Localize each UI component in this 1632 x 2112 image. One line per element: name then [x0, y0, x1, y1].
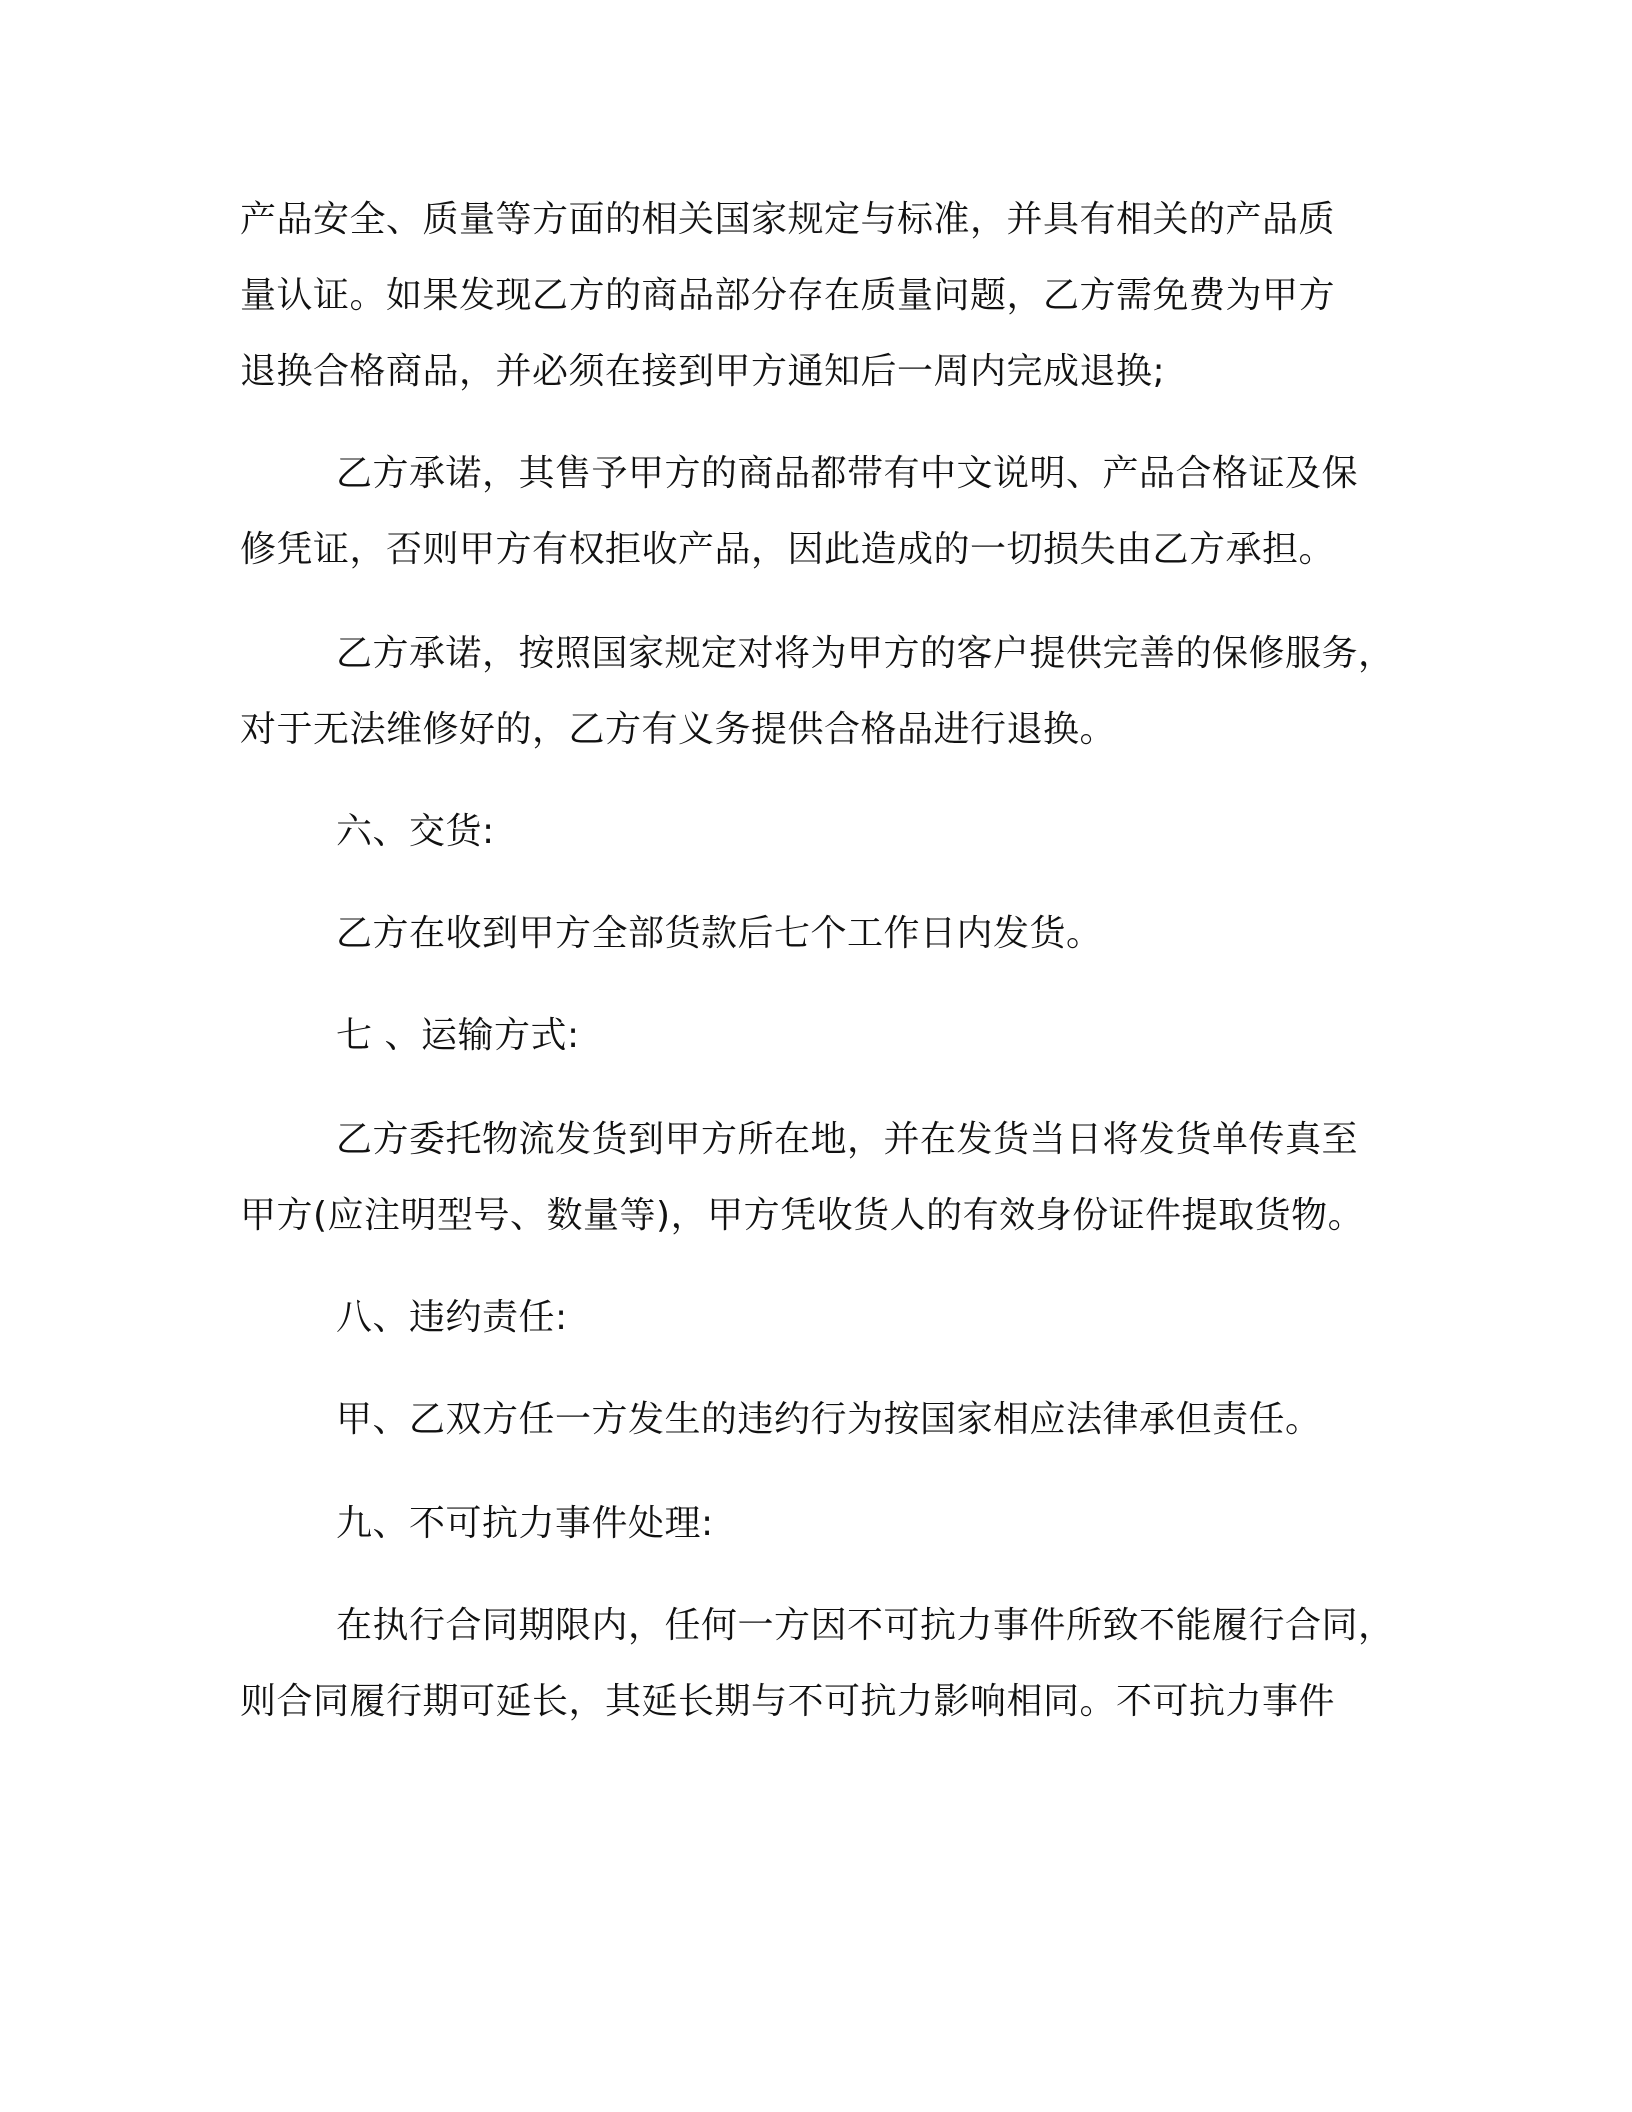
- text-line: 乙方委托物流发货到甲方所在地，并在发货当日将发货单传真至: [336, 1119, 1359, 1160]
- text-line: 对于无法维修好的，乙方有义务提供合格品进行退换。: [240, 709, 1117, 750]
- section-heading: 六、交货:: [336, 811, 495, 852]
- text-line: 则合同履行期可延长，其延长期与不可抗力影响相同。不可抗力事件: [240, 1681, 1336, 1722]
- text-line: 退换合格商品，并必须在接到甲方通知后一周内完成退换;: [240, 351, 1166, 392]
- text-line: 量认证。如果发现乙方的商品部分存在质量问题，乙方需免费为甲方: [240, 275, 1336, 316]
- text-line: 乙方承诺，其售予甲方的商品都带有中文说明、产品合格证及保: [336, 453, 1359, 494]
- section-heading: 九、不可抗力事件处理:: [336, 1503, 714, 1544]
- text-line: 甲方(应注明型号、数量等)，甲方凭收货人的有效身份证件提取货物。: [240, 1195, 1365, 1236]
- text-line: 修凭证，否则甲方有权拒收产品，因此造成的一切损失由乙方承担。: [240, 529, 1336, 570]
- text-line: 乙方在收到甲方全部货款后七个工作日内发货。: [336, 913, 1103, 954]
- text-line: 产品安全、质量等方面的相关国家规定与标准，并具有相关的产品质: [240, 199, 1336, 240]
- section-heading: 七 、运输方式:: [336, 1015, 580, 1056]
- section-heading: 八、违约责任:: [336, 1297, 568, 1338]
- text-line: 在执行合同期限内，任何一方因不可抗力事件所致不能履行合同，: [336, 1605, 1395, 1646]
- text-line: 甲、乙双方任一方发生的违约行为按国家相应法律承但责任。: [336, 1399, 1322, 1440]
- text-line: 乙方承诺，按照国家规定对将为甲方的客户提供完善的保修服务，: [336, 633, 1395, 674]
